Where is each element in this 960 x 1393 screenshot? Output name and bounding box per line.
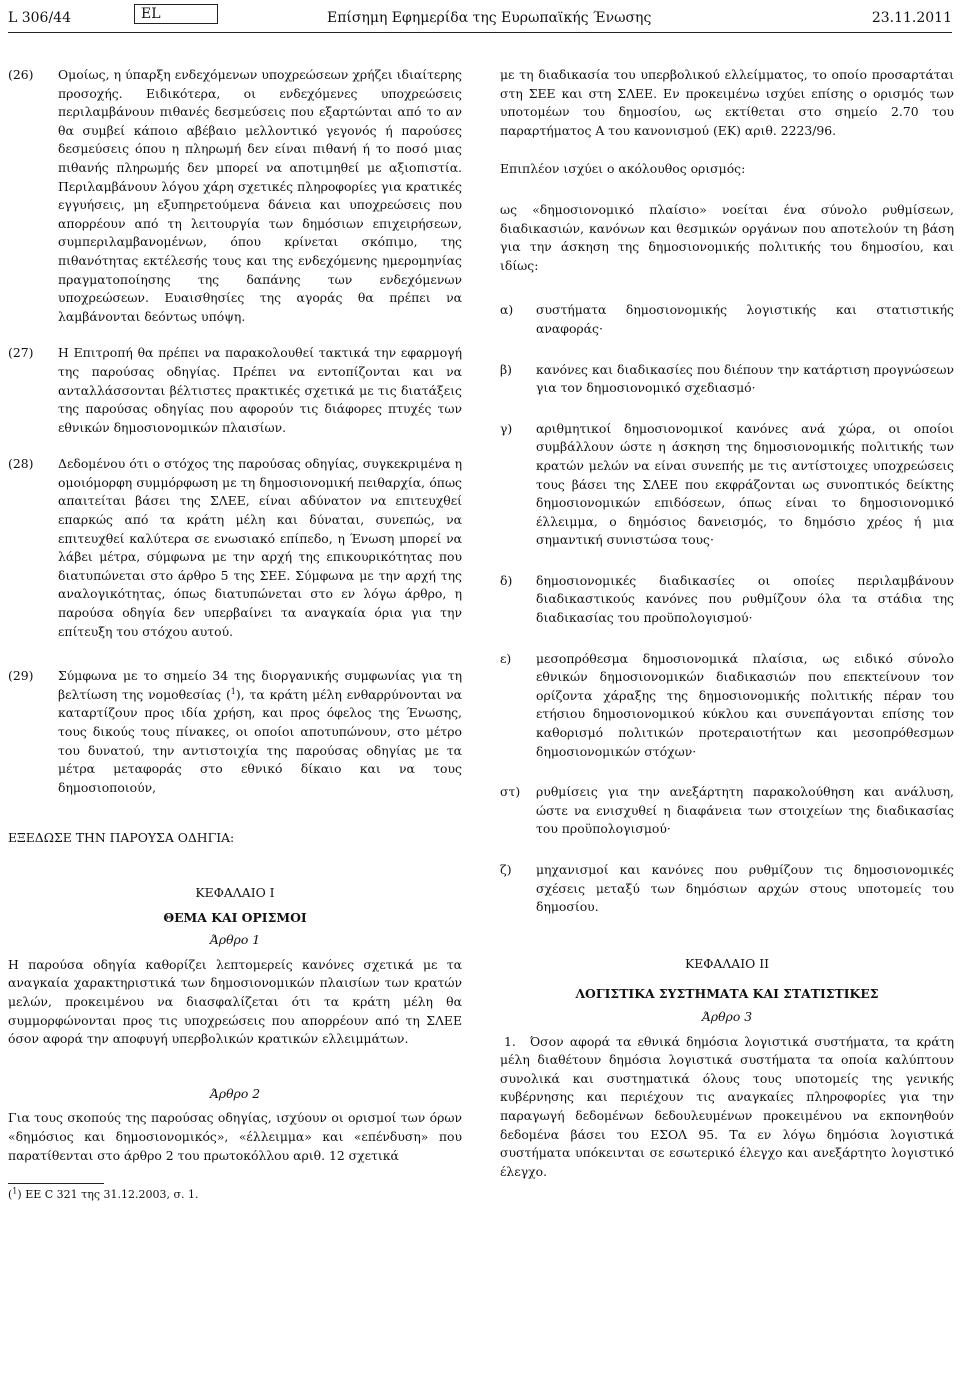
article-text bbox=[500, 1033, 954, 1182]
list-item bbox=[500, 650, 954, 762]
list-item-text: κανόνες και διαδικασίες που διέπουν την κατάρτιση προγνώσεων για τον δημοσιονομικό σχεδιασμό· bbox=[536, 361, 954, 396]
definition-text: ως «δημοσιονομικό πλαίσιο» νοείται ένα σύνολο ρυθμίσεων, διαδικασιών, κανόνων και θεσμικών οργάνων που αποτελούν τη βάση για την άσκηση της δημοσιονομικής πολιτικής του δημοσίου, και ιδίως: bbox=[500, 201, 954, 273]
header-rule bbox=[8, 32, 952, 33]
recital-number: (27) bbox=[8, 345, 34, 361]
list-item-text: μηχανισμοί και κανόνες που ρυθμίζουν τις δημοσιονομικές σχέσεις μεταξύ των δημόσιων αρχών στους υποτομείς του δημοσίου. bbox=[536, 862, 954, 915]
right-column bbox=[500, 66, 954, 1181]
journal-title: Επίσημη Εφημερίδα της Ευρωπαϊκής Ένωσης bbox=[327, 10, 652, 26]
list-item-text: μεσοπρόθεσμα δημοσιονομικά πλαίσια, ως ειδικό σύνολο εθνικών δημοσιονομικών διαδικασιών που επεκτείνουν τον ορίζοντα χάραξης της δημοσιονομικής πολιτικής πέραν του ετήσιου δημοσιονομικού κύκλου και συνεπάγονται επίσης τον καθορισμό πολιτικών προτεραιοτήτων και μεσοπρόθεσμων δημοσιονομικών στόχων· bbox=[536, 650, 954, 759]
list-item bbox=[500, 861, 954, 917]
page-number: L 306/44 bbox=[8, 10, 71, 26]
list-item-label: στ) bbox=[500, 784, 521, 800]
list-item-label: γ) bbox=[500, 420, 513, 436]
recital-27 bbox=[8, 344, 462, 437]
recital-28 bbox=[8, 455, 462, 641]
list-item bbox=[500, 301, 954, 338]
recital-26 bbox=[8, 66, 462, 326]
article-text: Για τους σκοπούς της παρούσας οδηγίας, ισχύουν οι ορισμοί των όρων «δημόσιος και δημοσιονομικός», «έλλειμμα» και «επένδυση» που παρατίθενται στο άρθρο 2 του πρωτοκόλλου αριθ. 12 σχετικά bbox=[8, 1110, 462, 1163]
recital-text: Η Επιτροπή θα πρέπει να παρακολουθεί τακτικά την εφαρμογή της παρούσας οδηγίας. Πρέπει να εντοπίζονται και να ανταλλάσσονται βέλτιστες πρακτικές σχετικά με τις διατάξεις της παρούσας οδηγίας που αφορούν τις διάφορες πτυχές των εθνικών δημοσιονομικών πλαισίων. bbox=[58, 345, 462, 435]
list-item-text: ρυθμίσεις για την ανεξάρτητη παρακολούθηση και ανάλυση, ώστε να ενισχυθεί η διαφάνεια των στοιχείων της διαδικασίας του προϋπολογισμού· bbox=[536, 784, 954, 837]
recital-29 bbox=[8, 667, 462, 797]
footnote: ($^1$) ΕΕ C 321 της 31.12.2003, σ. 1. bbox=[8, 1186, 199, 1202]
list-item bbox=[500, 420, 954, 550]
article-heading: Άρθρο 2 bbox=[209, 1085, 261, 1101]
article-text: Η παρούσα οδηγία καθορίζει λεπτομερείς κανόνες σχετικά με τα αναγκαία χαρακτηριστικά των δημοσιονομικών πλαισίων των κρατών μελών, προκειμένου να διασφαλίζεται ότι τα κράτη μέλη θα συμμορφώνονται προς τις υποχρεώσεις που απορρέουν από τη ΣΛΕΕ όσον αφορά την αποφυγή υπερβολικών κρατικών ελλειμμάτων. bbox=[8, 956, 462, 1047]
chapter-title: ΛΟΓΙΣΤΙΚΑ ΣΥΣΤΗΜΑΤΑ ΚΑΙ ΣΤΑΤΙΣΤΙΚΕΣ bbox=[575, 986, 879, 1002]
list-item-label: β) bbox=[500, 361, 512, 377]
list-item bbox=[500, 572, 954, 628]
list-item-label: ζ) bbox=[500, 862, 512, 877]
definition-intro: Επιπλέον ισχύει ο ακόλουθος ορισμός: bbox=[500, 161, 746, 177]
left-column bbox=[8, 66, 462, 1202]
list-item-label: δ) bbox=[500, 572, 513, 588]
recital-text bbox=[58, 667, 462, 797]
list-item bbox=[500, 783, 954, 839]
article-heading: Άρθρο 1 bbox=[209, 932, 261, 948]
recital-text: Ομοίως, η ύπαρξη ενδεχόμενων υποχρεώσεων χρήζει ιδιαίτερης προσοχής. Ειδικότερα, οι ενδεχόμενες υποχρεώσεις περιλαμβάνουν πιθανές δεσμεύσεις που εξαρτώνται από το αν θα συμβεί κάποιο αβέβαιο μελλοντικό γεγονός ή παρούσες δεσμεύσεις όπου η πληρωμή δεν είναι πιθανή ή το ποσό μιας πιθανής πληρωμής δεν μπορεί να αποτιμηθεί με αξιοπιστία. Περιλαμβάνουν λόγου χάρη σχετικές πληροφορίες για κρατικές εγγυήσεις, μη εξυπηρετούμενα δάνεια και υποχρεώσεις που απορρέουν από τη λειτουργία των δημόσιων επιχειρήσεων, συμπεριλαμβανομένων, όπου κρίνεται σκόπιμο, της πιθανότητας εκτέλεσής τους και της ενδεχόμενης ημερομηνίας πραγματοποίησης της δαπάνης των ενδεχόμενων υποχρεώσεων. Ευαισθησίες της αγοράς θα πρέπει να λαμβάνονται δεόντως υπόψη. bbox=[58, 67, 462, 324]
recital-number: (28) bbox=[8, 456, 34, 472]
list-item bbox=[500, 361, 954, 398]
list-item-label: α) bbox=[500, 302, 514, 318]
list-item-text: δημοσιονομικές διαδικασίες οι οποίες περιλαμβάνουν διαδικαστικούς κανόνες που ρυθμίζουν όλα τα στάδια της διαδικασίας του προϋπολογισμού· bbox=[536, 572, 954, 626]
continued-text: με τη διαδικασία του υπερβολικού ελλείμματος, το οποίο προσαρτάται στη ΣΕΕ και στη ΣΛΕΕ. Εν προκειμένω ισχύει επίσης ο ορισμός των υποτομέων του δημοσίου, ως εκτίθεται στο σημείο 2.70 του παραρτήματος Α του κανονισμού (ΕΚ) αριθ. 2223/96. bbox=[500, 67, 954, 138]
recital-number: (26) bbox=[8, 67, 34, 82]
language-box: EL bbox=[134, 4, 218, 24]
paragraph-number: 1. bbox=[504, 1033, 516, 1049]
footnote-text: ΕΕ C 321 της 31.12.2003, σ. 1. bbox=[25, 1188, 199, 1202]
chapter-heading: ΚΕΦΑΛΑΙΟ II bbox=[684, 955, 770, 971]
recital-text-part: ), τα κράτη μέλη ενθαρρύνονται να καταρτίζουν προς ιδία χρήση, και προς όφελος της Ένωσης, τους δικούς τους πίνακες, οι οποίοι αποτυπώνουν, στο μέτρο του δυνατού, την αντιστοιχία της παρούσας οδηγίας με τα μέτρα μεταφοράς στο εθνικό δίκαιο και να τους δημοσιοποιούν, bbox=[58, 686, 462, 795]
chapter-title: ΘΕΜΑ ΚΑΙ ΟΡΙΣΜΟΙ bbox=[163, 909, 307, 925]
list-item-text: συστήματα δημοσιονομικής λογιστικής και στατιστικής αναφοράς· bbox=[536, 302, 954, 336]
adoption-formula: ΕΞΕΔΩΣΕ ΤΗΝ ΠΑΡΟΥΣΑ ΟΔΗΓΙΑ: bbox=[8, 830, 235, 846]
list-item-label: ε) bbox=[500, 650, 512, 666]
recital-text: Δεδομένου ότι ο στόχος της παρούσας οδηγίας, συγκεκριμένα η ομοιόμορφη συμμόρφωση με τη δημοσιονομική πειθαρχία, όπως απαιτείται βάσει της ΣΛΕΕ, είναι αδύνατον να επιτευχθεί επαρκώς από τα κράτη μέλη και δύναται, συνεπώς, να επιτευχθεί καλύτερα σε ενωσιακό επίπεδο, η Ένωση μπορεί να λάβει μέτρα, σύμφωνα με την αρχή της επικουρικότητας που διατυπώνεται στο άρθρο 5 της ΣΕΕ. Σύμφωνα με την αρχή της αναλογικότητας, όπως διατυπώνεται στο εν λόγω άρθρο, η παρούσα οδηγία δεν υπερβαίνει τα αναγκαία όρια για την επίτευξη του στόχου αυτού. bbox=[58, 456, 462, 639]
publication-date: 23.11.2011 bbox=[871, 10, 952, 26]
chapter-heading: ΚΕΦΑΛΑΙΟ I bbox=[195, 884, 275, 900]
article-heading: Άρθρο 3 bbox=[701, 1008, 753, 1024]
footnote-rule bbox=[8, 1183, 104, 1184]
footnote-mark: 1 bbox=[12, 1186, 18, 1196]
paragraph-text: Όσον αφορά τα εθνικά δημόσια λογιστικά συστήματα, τα κράτη μέλη διαθέτουν δημόσια λογιστικά συστήματα τα οποία καλύπτουν συνολικά και συστηματικά όλους τους υποτομείς της γενικής κυβέρνησης και περιέχουν τις αναγκαίες πληροφορίες για την παραγωγή δεδομένων δεδουλευμένων προκειμένου να εκπονηθούν δεδομένα βάσει του ΕΣΟΛ 95. Τα εν λόγω δημόσια λογιστικά συστήματα υπόκεινται σε εσωτερικό έλεγχο και ανεξάρτητο λογιστικό έλεγχο. bbox=[500, 1033, 954, 1179]
footnote-reference[interactable]: 1 bbox=[230, 686, 236, 696]
page-header bbox=[8, 4, 952, 34]
recital-text-part: Σύμφωνα με το σημείο 34 της διοργανικής συμφωνίας για τη βελτίωση της νομοθεσίας ( bbox=[58, 668, 462, 702]
recital-number: (29) bbox=[8, 668, 34, 684]
list-item-text: αριθμητικοί δημοσιονομικοί κανόνες ανά χώρα, οι οποίοι συμβάλλουν ώστε η άσκηση της δημοσιονομικής πολιτικής των κρατών μελών να είναι συνεπής με τις αντίστοιχες υποχρεώσεις τους βάσει της ΣΛΕΕ που εκφράζονται ως συνοπτικός δείκτης δημοσιονομικών επιδόσεων, όπως είναι το δημοσιονομικό έλλειμμα, ο δημόσιος δανεισμός, το δημόσιο χρέος ή μια σημαντική συνιστώσα τους· bbox=[536, 420, 954, 548]
